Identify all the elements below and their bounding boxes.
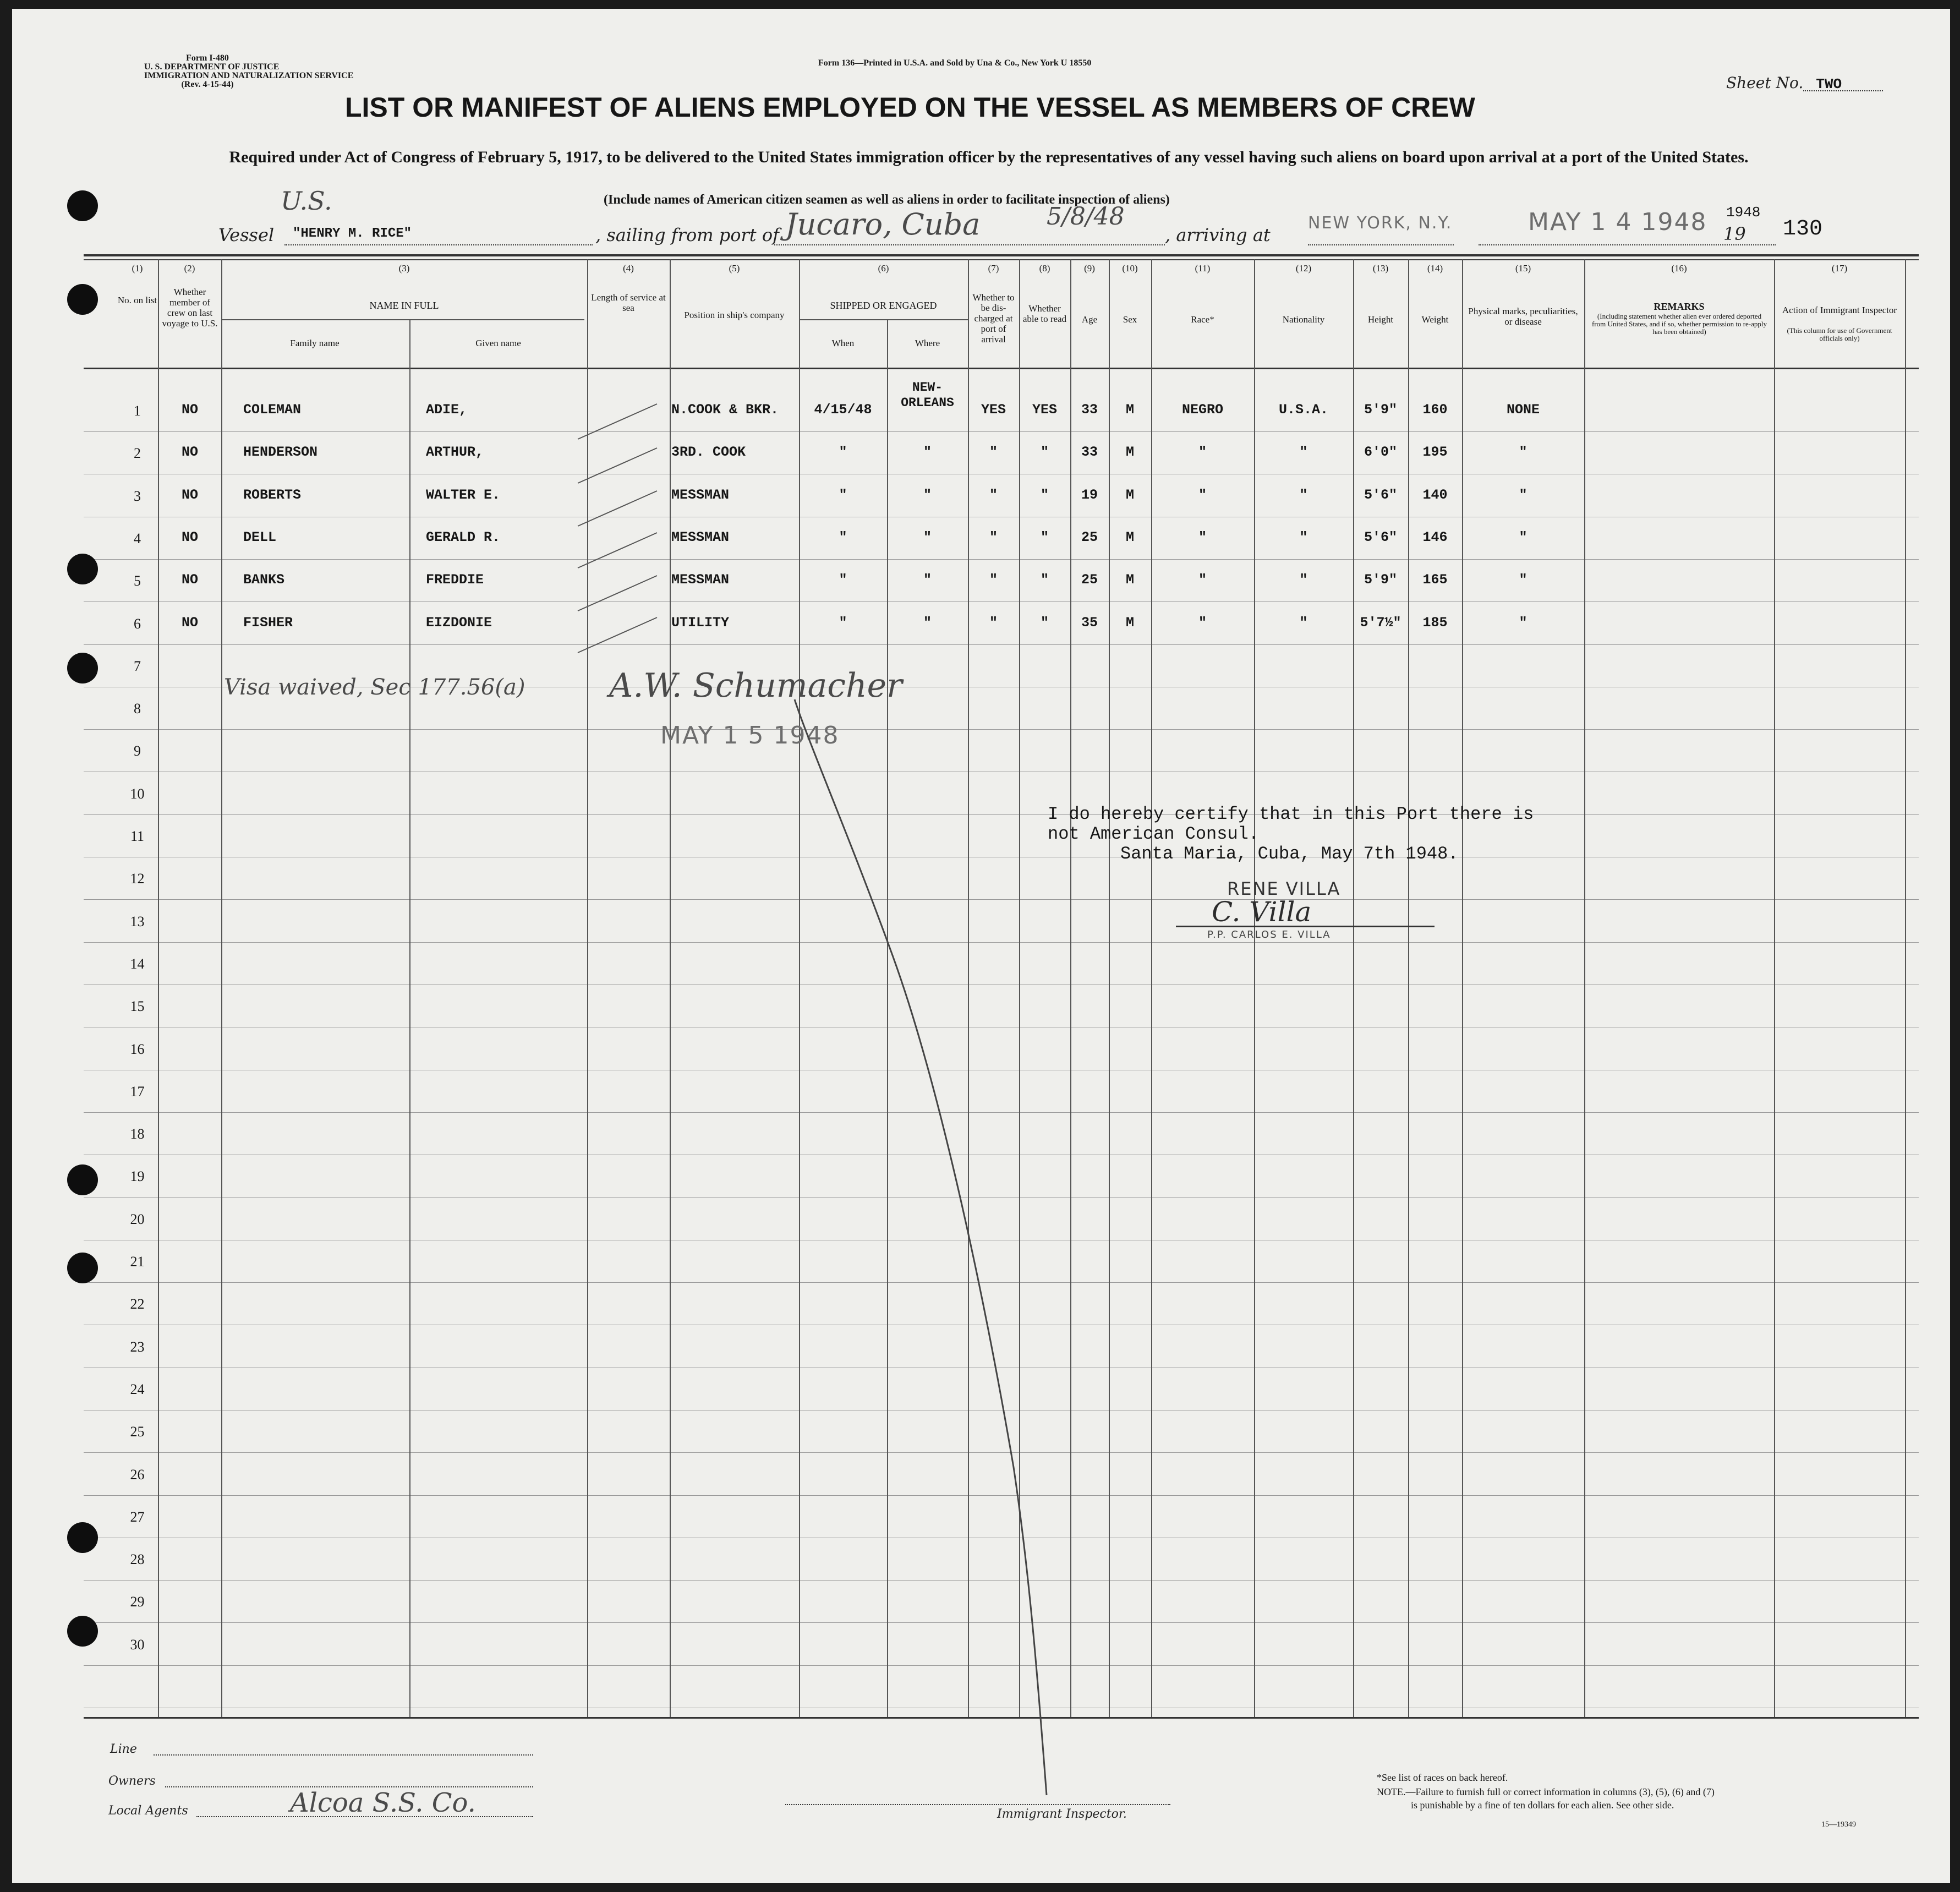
crew-cell-weight: 140 xyxy=(1422,487,1448,503)
col-num-13: (13) xyxy=(1372,263,1389,274)
crew-cell-marks: " xyxy=(1519,615,1528,631)
crew-cell-when: " xyxy=(839,444,847,460)
crew-cell-last-voyage: NO xyxy=(181,529,198,545)
form-number: Form I-480 xyxy=(186,53,229,63)
crew-cell-when: 4/15/48 xyxy=(814,402,872,418)
crew-cell-read: " xyxy=(1040,487,1049,503)
col-title-action-note: (This column for use of Government officials only) xyxy=(1787,326,1892,342)
consul-name: RENE VILLA xyxy=(1227,878,1341,899)
sheet-no-value: TWO xyxy=(1816,76,1842,92)
col-title-when: When xyxy=(831,338,855,348)
vessel-label: Vessel xyxy=(218,225,275,245)
row-number: 19 xyxy=(130,1168,145,1184)
col-title-no-on-list: No. on list xyxy=(117,295,157,305)
port-handwritten: Jucaro, Cuba xyxy=(785,207,981,242)
crew-cell-discharged: " xyxy=(989,487,998,503)
row-number: 3 xyxy=(134,488,141,504)
punch-hole xyxy=(67,1616,98,1647)
col-title-position: Position in ship's company xyxy=(684,310,785,320)
crew-cell-last-voyage: NO xyxy=(181,487,198,503)
punch-hole xyxy=(67,1522,98,1553)
row-number: 29 xyxy=(130,1594,145,1610)
crew-cell-nationality: " xyxy=(1299,572,1308,588)
line-label: Line xyxy=(110,1742,137,1756)
crew-cell-age: 25 xyxy=(1081,572,1098,588)
certification-line-1: I do hereby certify that in this Port there is xyxy=(1048,804,1534,824)
crew-cell-sex: M xyxy=(1125,615,1134,631)
crew-cell-nationality: " xyxy=(1299,615,1308,631)
row-number: 15 xyxy=(130,998,145,1014)
crew-cell-height: 5'7½" xyxy=(1360,615,1401,631)
crew-cell-marks: " xyxy=(1519,572,1528,588)
crew-cell-where: " xyxy=(923,529,932,545)
crew-cell-where: " xyxy=(923,487,932,503)
crew-cell-position: 3RD. COOK xyxy=(671,444,746,460)
crew-cell-height: 5'9" xyxy=(1364,402,1397,418)
col-title-weight: Weight xyxy=(1421,314,1449,325)
col-title-family-name: Family name xyxy=(290,338,340,348)
row-number: 5 xyxy=(134,573,141,589)
crew-cell-age: 19 xyxy=(1081,487,1098,503)
line-underline xyxy=(154,1754,533,1756)
certification-place-date: Santa Maria, Cuba, May 7th 1948. xyxy=(1120,844,1459,864)
col-num-12: (12) xyxy=(1295,263,1312,274)
form-revision: (Rev. 4-15-44) xyxy=(181,80,234,89)
year-printed: 19 xyxy=(1723,223,1746,244)
local-agents-value: Alcoa S.S. Co. xyxy=(290,1787,476,1818)
crew-cell-last-voyage: NO xyxy=(181,572,198,588)
col-num-17: (17) xyxy=(1831,263,1848,274)
act-requirement: Required under Act of Congress of February 5, 1917, to be delivered to the United States immigration officer by the representatives of any vessel having such aliens on board upon arrival at a port of the United States. xyxy=(229,148,1749,166)
col-title-age: Age xyxy=(1081,314,1098,325)
crew-cell-where: " xyxy=(923,444,932,460)
crew-cell-sex: M xyxy=(1125,529,1134,545)
crew-cell-when: " xyxy=(839,487,847,503)
arriving-at-label: , arriving at xyxy=(1165,225,1271,245)
crew-cell-sex: M xyxy=(1125,572,1134,588)
crew-cell-weight: 146 xyxy=(1422,529,1448,545)
crew-cell-given: EIZDONIE xyxy=(426,615,492,631)
col-title-length-of-service: Length of service at sea xyxy=(591,292,666,313)
row-number: 4 xyxy=(134,531,141,546)
arrival-port-stamp: NEW YORK, N.Y. xyxy=(1308,214,1453,233)
crew-cell-weight: 185 xyxy=(1422,615,1448,631)
printer-line: Form 136—Printed in U.S.A. and Sold by Una & Co., New York U 18550 xyxy=(818,58,1092,68)
crew-cell-last-voyage: NO xyxy=(181,402,198,418)
row-number: 14 xyxy=(130,956,145,972)
crew-cell-when: " xyxy=(839,572,847,588)
consul-pp-name: P.P. CARLOS E. VILLA xyxy=(1207,929,1331,940)
crew-cell-when: " xyxy=(839,615,847,631)
col-num-10: (10) xyxy=(1122,263,1138,274)
crew-cell-race: NEGRO xyxy=(1181,402,1223,418)
col-title-physical-marks: Physical marks, peculiarities, or disease xyxy=(1468,306,1578,327)
penalty-note xyxy=(1377,1785,1715,1812)
row-number: 20 xyxy=(130,1211,145,1227)
crew-cell-age: 35 xyxy=(1081,615,1098,631)
inspection-date-stamp: MAY 1 5 1948 xyxy=(660,721,840,750)
col-num-3: (3) xyxy=(398,263,410,274)
row-number: 17 xyxy=(130,1084,145,1100)
row-number: 18 xyxy=(130,1126,145,1142)
crew-cell-sex: M xyxy=(1125,444,1134,460)
punch-hole xyxy=(67,653,98,683)
crew-cell-where: " xyxy=(923,615,932,631)
col-title-given-name: Given name xyxy=(475,338,521,348)
vessel-name: "HENRY M. RICE" xyxy=(293,226,412,241)
crew-cell-family: ROBERTS xyxy=(243,487,302,503)
crew-cell-family: FISHER xyxy=(243,615,293,631)
col-title-where: Where xyxy=(915,338,940,348)
crew-cell-position: MESSMAN xyxy=(671,572,730,588)
crew-cell-nationality: " xyxy=(1299,529,1308,545)
crew-cell-height: 6'0" xyxy=(1364,444,1397,460)
crew-cell-marks: " xyxy=(1519,529,1528,545)
sailing-from-label: , sailing from port of xyxy=(595,225,779,245)
col-num-15: (15) xyxy=(1515,263,1531,274)
col-num-6: (6) xyxy=(878,263,889,274)
punch-hole xyxy=(67,190,98,221)
row-number: 2 xyxy=(134,445,141,461)
col-title-discharged: Whether to be dis-charged at port of arrival xyxy=(972,292,1015,345)
crew-cell-read: " xyxy=(1040,572,1049,588)
crew-cell-race: " xyxy=(1198,487,1207,503)
pen-stroke xyxy=(12,9,1950,1883)
row-number: 1 xyxy=(134,403,141,419)
inspector-label: Immigrant Inspector. xyxy=(997,1807,1127,1821)
crew-cell-discharged: " xyxy=(989,529,998,545)
col-title-height: Height xyxy=(1367,314,1394,325)
vessel-flag-handwritten: U.S. xyxy=(281,186,332,216)
penalty-note-line-1: NOTE.—Failure to furnish full or correct information in columns (3), (5), (6) and (7) xyxy=(1377,1786,1715,1797)
col-title-remarks-note: (Including statement whether alien ever ordered deported from United States, and if so, whether permission to re-apply has been obtained) xyxy=(1591,312,1767,336)
penalty-note-line-2: is punishable by a fine of ten dollars for each alien. See other side. xyxy=(1411,1800,1674,1811)
row-number: 9 xyxy=(134,743,141,759)
crew-cell-marks: " xyxy=(1519,487,1528,503)
crew-cell-last-voyage: NO xyxy=(181,444,198,460)
crew-cell-height: 5'9" xyxy=(1364,572,1397,588)
col-title-name-in-full: NAME IN FULL xyxy=(369,300,439,311)
row-number: 25 xyxy=(130,1424,145,1440)
crew-cell-race: " xyxy=(1198,572,1207,588)
col-num-9: (9) xyxy=(1084,263,1095,274)
crew-cell-given: ARTHUR, xyxy=(426,444,484,460)
crew-cell-read: YES xyxy=(1032,402,1057,418)
row-number: 26 xyxy=(130,1467,145,1483)
crew-cell-family: BANKS xyxy=(243,572,285,588)
local-agents-label: Local Agents xyxy=(108,1804,188,1818)
col-num-1: (1) xyxy=(132,263,143,274)
crew-cell-given: WALTER E. xyxy=(426,487,501,503)
row-number: 13 xyxy=(130,914,145,929)
crew-cell-sex: M xyxy=(1125,487,1134,503)
crew-cell-weight: 160 xyxy=(1422,402,1448,418)
crew-cell-nationality: U.S.A. xyxy=(1278,402,1328,418)
crew-cell-given: FREDDIE xyxy=(426,572,484,588)
crew-cell-read: " xyxy=(1040,529,1049,545)
visa-waived-note: Visa waived, Sec 177.56(a) xyxy=(224,675,525,700)
include-note: (Include names of American citizen seamen as well as aliens in order to facilitate inspection of aliens) xyxy=(604,193,1170,207)
certification-line-2: not American Consul. xyxy=(1048,824,1260,844)
crew-cell-position: UTILITY xyxy=(671,615,730,631)
row-number: 8 xyxy=(134,701,141,717)
crew-cell-position: MESSMAN xyxy=(671,487,730,503)
crew-cell-race: " xyxy=(1198,444,1207,460)
col-title-able-to-read: Whether able to read xyxy=(1022,303,1067,324)
crew-cell-discharged: " xyxy=(989,615,998,631)
year-typed: 1948 xyxy=(1726,204,1761,221)
row-number: 11 xyxy=(130,828,145,844)
crew-cell-discharged: " xyxy=(989,444,998,460)
col-title-race: Race* xyxy=(1191,314,1214,325)
row-number: 28 xyxy=(130,1551,145,1567)
crew-cell-position: N.COOK & BKR. xyxy=(671,402,779,418)
page-number: 130 xyxy=(1783,217,1823,242)
crew-cell-age: 25 xyxy=(1081,529,1098,545)
col-title-shipped-or-engaged: SHIPPED OR ENGAGED xyxy=(830,300,937,311)
col-title-remarks: REMARKS xyxy=(1654,301,1705,312)
manifest-sheet xyxy=(12,9,1950,1883)
owners-label: Owners xyxy=(108,1774,156,1788)
col-num-11: (11) xyxy=(1195,263,1211,274)
crew-cell-nationality: " xyxy=(1299,487,1308,503)
col-title-sex: Sex xyxy=(1123,314,1137,325)
crew-cell-read: " xyxy=(1040,444,1049,460)
crew-cell-given: GERALD R. xyxy=(426,529,501,545)
crew-cell-read: " xyxy=(1040,615,1049,631)
sailing-date-handwritten: 5/8/48 xyxy=(1047,203,1125,231)
col-num-5: (5) xyxy=(729,263,740,274)
punch-hole xyxy=(67,1164,98,1195)
crew-cell-when: " xyxy=(839,529,847,545)
crew-cell-height: 5'6" xyxy=(1364,487,1397,503)
agents-underline xyxy=(196,1816,533,1817)
row-number: 7 xyxy=(134,658,141,674)
row-number: 23 xyxy=(130,1339,145,1355)
crew-cell-height: 5'6" xyxy=(1364,529,1397,545)
crew-cell-race: " xyxy=(1198,615,1207,631)
crew-cell-race: " xyxy=(1198,529,1207,545)
crew-cell-last-voyage: NO xyxy=(181,615,198,631)
crew-cell-age: 33 xyxy=(1081,402,1098,418)
row-number: 22 xyxy=(130,1296,145,1312)
col-num-7: (7) xyxy=(988,263,999,274)
crew-cell-given: ADIE, xyxy=(426,402,468,418)
crew-cell-family: DELL xyxy=(243,529,277,545)
crew-cell-family: HENDERSON xyxy=(243,444,318,460)
crew-cell-nationality: " xyxy=(1299,444,1308,460)
department-name: U. S. DEPARTMENT OF JUSTICE xyxy=(144,62,280,72)
inspector-underline xyxy=(785,1804,1170,1805)
col-title-action-inspector: Action of Immigrant Inspector xyxy=(1782,305,1897,315)
crew-cell-where: " xyxy=(923,572,932,588)
col-title-nationality: Nationality xyxy=(1282,314,1325,325)
service-name: IMMIGRATION AND NATURALIZATION SERVICE xyxy=(144,71,354,80)
row-number: 24 xyxy=(130,1381,145,1397)
crew-cell-discharged: " xyxy=(989,572,998,588)
inspector-signature: A.W. Schumacher xyxy=(609,666,902,705)
form-code: 15—19349 xyxy=(1821,1820,1856,1829)
row-number: 16 xyxy=(130,1041,145,1057)
punch-hole xyxy=(67,1253,98,1283)
consul-signature: C. Villa xyxy=(1212,896,1312,928)
col-num-16: (16) xyxy=(1671,263,1687,274)
page-title: LIST OR MANIFEST OF ALIENS EMPLOYED ON THE VESSEL AS MEMBERS OF CREW xyxy=(345,92,1475,123)
col-num-14: (14) xyxy=(1427,263,1443,274)
row-number: 21 xyxy=(130,1254,145,1270)
crew-cell-age: 33 xyxy=(1081,444,1098,460)
col-title-member-last-voyage: Whether member of crew on last voyage to U.S. xyxy=(162,287,218,329)
crew-cell-discharged: YES xyxy=(981,402,1006,418)
crew-cell-marks: " xyxy=(1519,444,1528,460)
crew-cell-family: COLEMAN xyxy=(243,402,302,418)
col-num-4: (4) xyxy=(623,263,634,274)
row-number: 30 xyxy=(130,1637,145,1653)
race-footnote: *See list of races on back hereof. xyxy=(1377,1772,1508,1783)
arrival-date-stamp: MAY 1 4 1948 xyxy=(1528,208,1707,236)
punch-hole xyxy=(67,284,98,315)
crew-cell-position: MESSMAN xyxy=(671,529,730,545)
col-num-8: (8) xyxy=(1039,263,1050,274)
row-number: 27 xyxy=(130,1509,145,1525)
row-number: 6 xyxy=(134,616,141,632)
crew-cell-sex: M xyxy=(1125,402,1134,418)
crew-cell-weight: 195 xyxy=(1422,444,1448,460)
crew-cell-where: NEW- ORLEANS xyxy=(901,380,954,410)
crew-cell-marks: NONE xyxy=(1506,402,1540,418)
sheet-no-label: Sheet No. xyxy=(1726,74,1804,92)
row-number: 10 xyxy=(130,786,145,802)
col-num-2: (2) xyxy=(184,263,195,274)
punch-hole xyxy=(67,554,98,584)
row-number: 12 xyxy=(130,871,145,887)
crew-cell-weight: 165 xyxy=(1422,572,1448,588)
